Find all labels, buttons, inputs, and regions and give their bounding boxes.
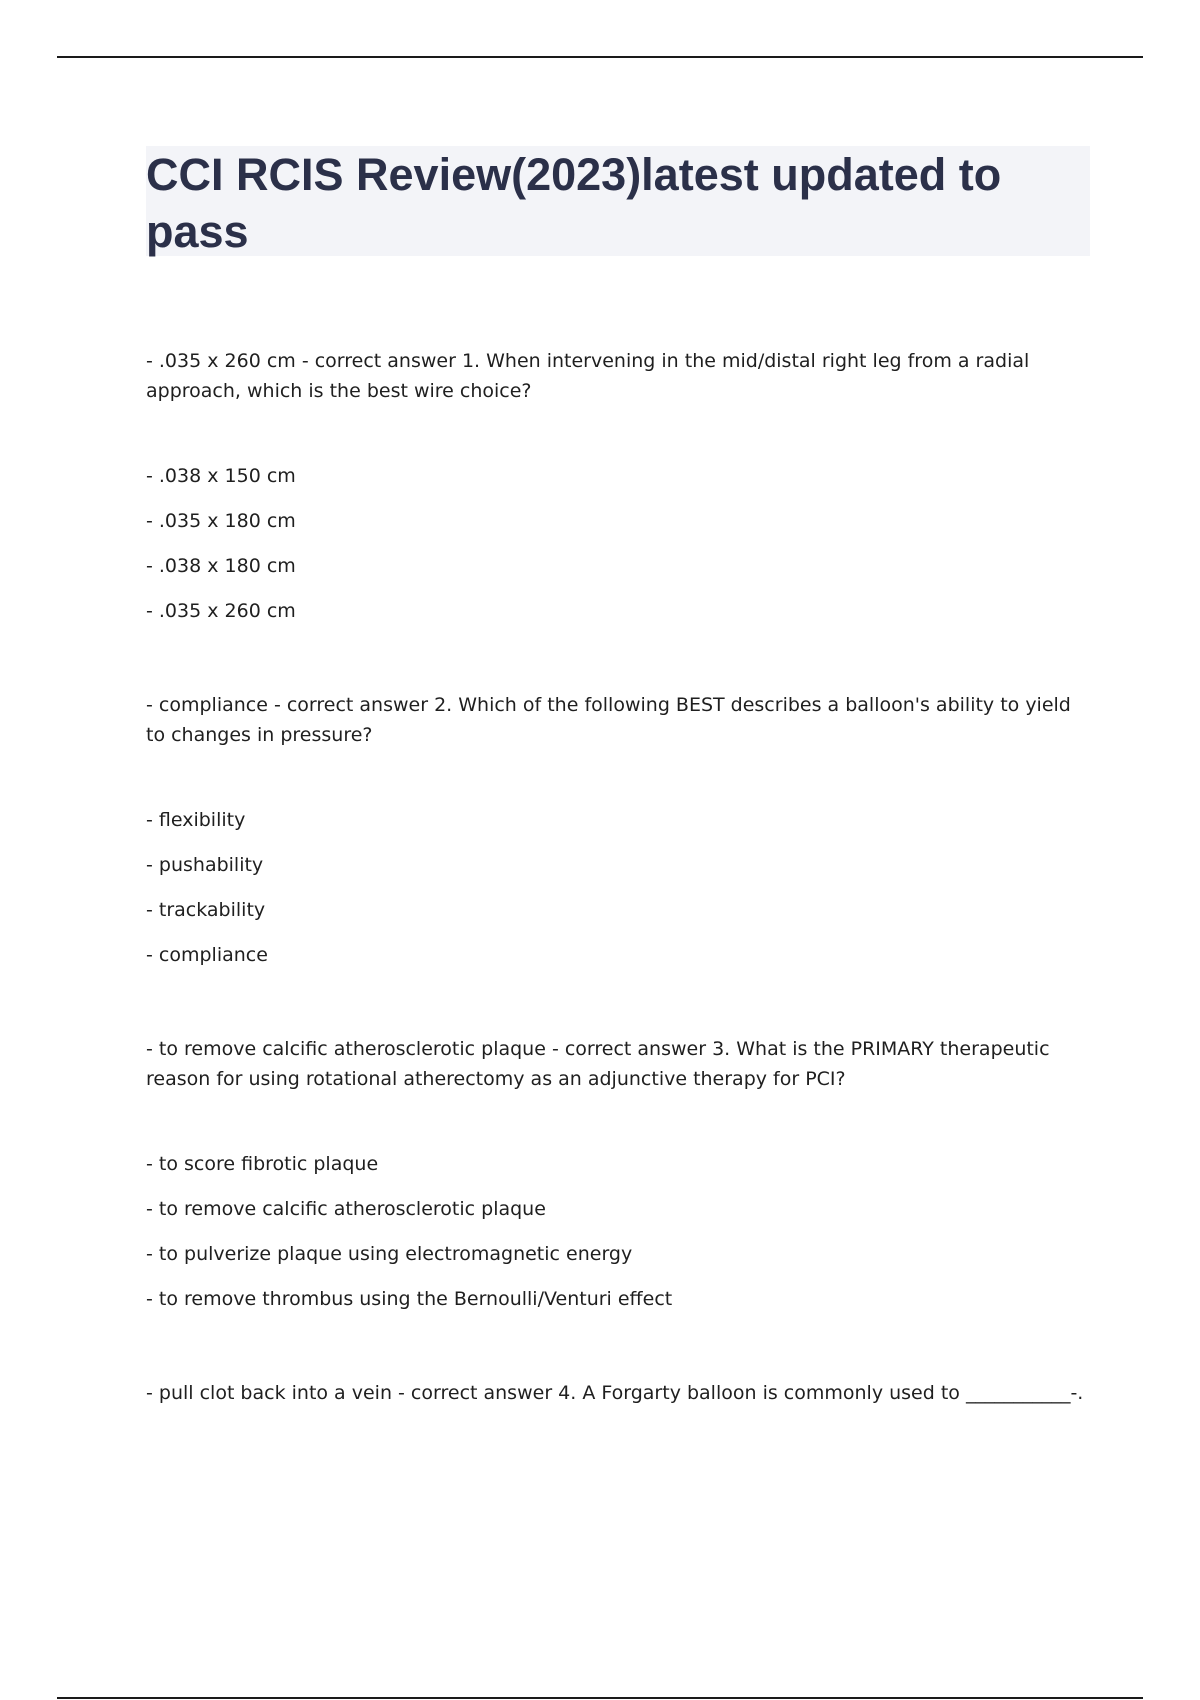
answer-option: - .038 x 180 cm <box>146 555 296 577</box>
question-text: - .035 x 260 cm - correct answer 1. When intervening in the mid/distal right leg from a radial approach, which is the best wire choice? <box>146 350 1030 402</box>
question-block-4 <box>146 1378 1090 1408</box>
footer-rule <box>57 1697 1143 1699</box>
answer-option: - to pulverize plaque using electromagnetic energy <box>146 1243 633 1265</box>
answer-option: - .035 x 180 cm <box>146 510 296 532</box>
question-list <box>146 346 1090 1408</box>
question-block-2 <box>146 690 1090 967</box>
question-block-3 <box>146 1034 1090 1311</box>
question-text: - to remove calcific atherosclerotic plaque - correct answer 3. What is the PRIMARY therapeutic reason for using rotational atherectomy as an adjunctive therapy for PCI? <box>146 1038 1050 1090</box>
answer-options <box>146 808 1090 967</box>
answer-options <box>146 464 1090 623</box>
answer-option: - compliance <box>146 944 268 966</box>
answer-option: - .035 x 260 cm <box>146 600 296 622</box>
answer-option: - trackability <box>146 899 266 921</box>
answer-option: - to remove calcific atherosclerotic plaque <box>146 1198 546 1220</box>
page-title: CCI RCIS Review(2023)latest updated to pass <box>146 149 1002 257</box>
answer-options <box>146 1152 1090 1311</box>
answer-option: - .038 x 150 cm <box>146 465 296 487</box>
answer-option: - to score fibrotic plaque <box>146 1153 379 1175</box>
answer-option: - pushability <box>146 854 264 876</box>
question-text: - compliance - correct answer 2. Which of the following BEST describes a balloon's ability to yield to changes in pressure? <box>146 694 1071 746</box>
answer-option: - flexibility <box>146 809 246 831</box>
question-text: - pull clot back into a vein - correct answer 4. A Forgarty balloon is commonly used to ___________-. <box>146 1382 1084 1404</box>
header-rule <box>57 56 1143 58</box>
question-block-1 <box>146 346 1090 623</box>
answer-option: - to remove thrombus using the Bernoulli/Venturi effect <box>146 1288 673 1310</box>
